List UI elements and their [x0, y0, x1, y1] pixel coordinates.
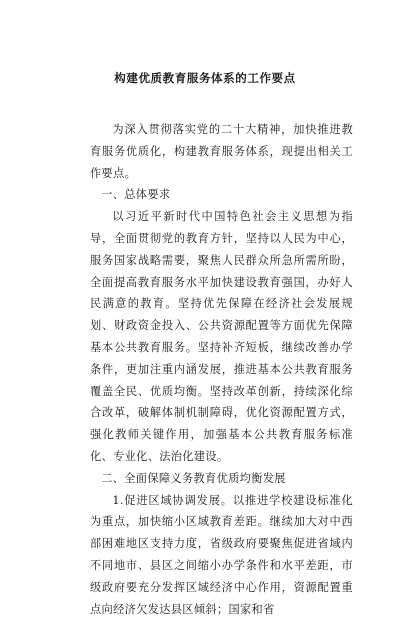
section-heading-compulsory-education: 二、全面保障义务教育优质均衡发展 — [101, 471, 286, 485]
intro-paragraph: 为深入贯彻落实党的二十大精神，加快推进教育服务优质化，构建教育服务体系，现提出相关工作要点。 — [90, 123, 353, 180]
document-title: 构建优质教育服务体系的工作要点 — [114, 71, 296, 85]
regional-development-paragraph: 1.促进区域协调发展。以推进学校建设标准化为重点，加快缩小区域教育差距。继续加大对中西部困难地区支持力度，省级政府要聚焦促进省域内不同地市、县区之间缩小办学条件和水平差距，市级政府要充分发挥区域经济中心作用，资源配置重点向经济欠发达县区倾斜；国家和省 — [90, 493, 353, 616]
document-body — [90, 119, 353, 620]
general-requirements-paragraph: 以习近平新时代中国特色社会主义思想为指导，全面贯彻党的教育方针，坚持以人民为中心，服务国家战略需要，聚焦人民群众所急所需所盼，全面提高教育服务水平加快建设教育强国，办好人民满意的教育。坚持优先保障在经济社会发展规划、财政资金投入、公共资源配置等方面优先保障基本公共教育服务。坚持补齐短板，继续改善办学条件，更加注重内涵发展，推进基本公共教育服务覆盖全民、优质均衡。坚持改革创新，持续深化综合改革，破解体制机制障碍，优化资源配置方式，强化教师关键作用，加强基本公共教育服务标准化、专业化、法治化建设。 — [90, 210, 353, 463]
section-heading-general-requirements: 一、总体要求 — [101, 188, 171, 202]
